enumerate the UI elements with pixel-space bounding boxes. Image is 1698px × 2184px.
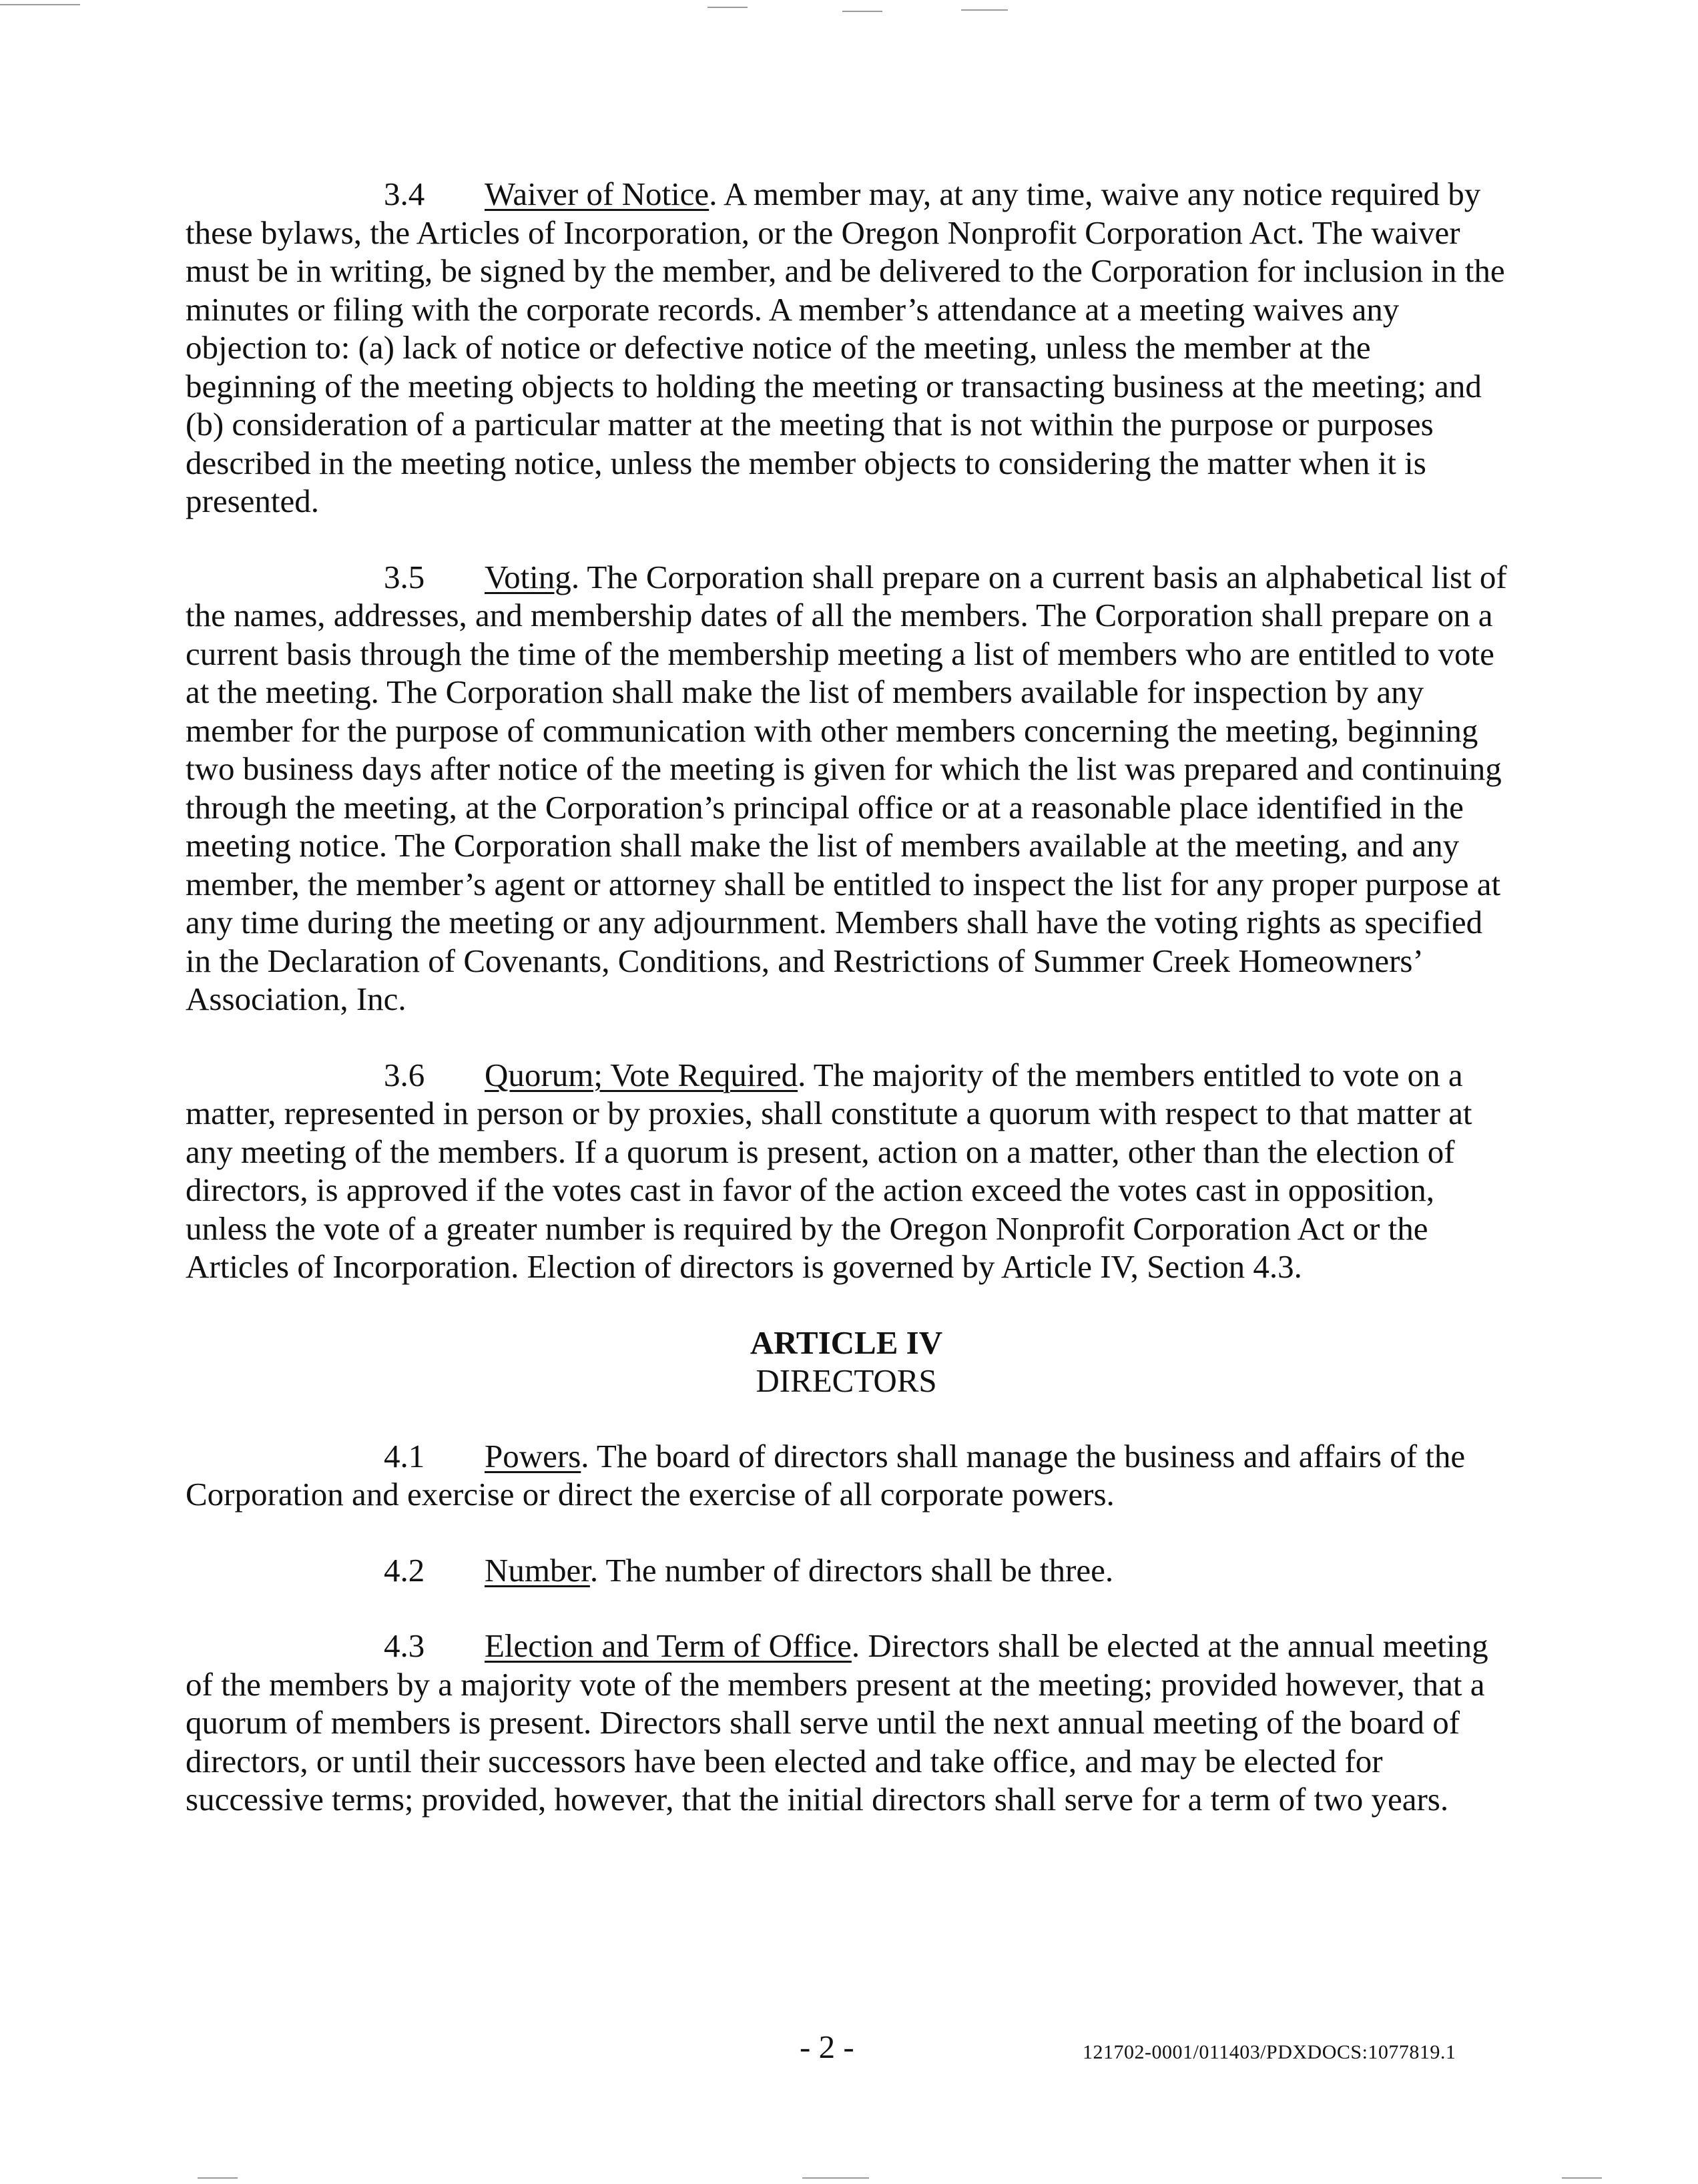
- section-body: . The majority of the members entitled to vote on a matter, represented in person or by proxies, shall constitute a quorum with respect to that matter at any meeting of the members. If a quorum is present, action on a matter, other than the election of directors, is approved if the votes cast in favor of the action exceed the votes cast in opposition, unless the vote of a greater number is required by the Oregon Nonprofit Corporation Act or the Articles of Incorporation. Election of directors is governed by Article IV, Section 4.3.: [186, 1056, 1472, 1285]
- article-heading: [186, 1324, 1507, 1400]
- section-heading: Voting: [485, 558, 571, 595]
- section-heading: Waiver of Notice: [485, 176, 710, 212]
- section-body: . The board of directors shall manage the business and affairs of the Corporation and exercise or direct the exercise of all corporate powers.: [186, 1437, 1466, 1513]
- section-3-4: [186, 175, 1507, 521]
- section-3-6: [186, 1056, 1507, 1286]
- document-body: [186, 175, 1507, 1856]
- section-body: . Directors shall be elected at the annual meeting of the members by a majority vote of the members present at the meeting; provided however, that a quorum of members is present. Directors shall serve until the next annual meeting of the board of directors, or until their successors have been elected and take office, and may be elected for successive terms; provided, however, that the initial directors shall serve for a term of two years.: [186, 1627, 1488, 1818]
- section-body: . A member may, at any time, waive any notice required by these bylaws, the Articles of Incorporation, or the Oregon Nonprofit Corporation Act. The waiver must be in writing, be signed by the member, and be delivered to the Corporation for inclusion in the minutes or filing with the corporate records. A member’s attendance at a meeting waives any objection to: (a) lack of notice or defective notice of the meeting, unless the member at the beginning of the meeting objects to holding the meeting or transacting business at the meeting; and (b) consideration of a particular matter at the meeting that is not within the purpose or purposes described in the meeting notice, unless the member objects to considering the matter when it is presented.: [186, 176, 1505, 519]
- scan-mark: [0, 4, 80, 5]
- section-heading: Quorum; Vote Required: [485, 1056, 798, 1093]
- section-body: . The Corporation shall prepare on a current basis an alphabetical list of the names, addresses, and membership dates of all the members. The Corporation shall prepare on a current basis through the time of the membership meeting a list of members who are entitled to vote at the meeting. The Corporation shall make the list of members available for inspection by any member for the purpose of communication with other members concerning the meeting, beginning two business days after notice of the meeting is given for which the list was prepared and continuing through the meeting, at the Corporation’s principal office or at a reasonable place identified in the meeting notice. The Corporation shall make the list of members available at the meeting, and any member, the member’s agent or attorney shall be entitled to inspect the list for any proper purpose at any time during the meeting or any adjournment. Members shall have the voting rights as specified in the Declaration of Covenants, Conditions, and Restrictions of Summer Creek Homeowners’ Association, Inc.: [186, 558, 1507, 1017]
- scan-mark: [842, 11, 882, 12]
- section-number: 3.4: [384, 176, 425, 212]
- article-subtitle: DIRECTORS: [756, 1362, 937, 1399]
- scan-mark: [1562, 2177, 1602, 2179]
- section-body: . The number of directors shall be three.: [589, 1551, 1114, 1589]
- scan-mark: [708, 7, 748, 8]
- section-4-2: [186, 1551, 1507, 1590]
- section-number: 4.3: [384, 1627, 425, 1664]
- section-number: 3.5: [384, 558, 425, 595]
- section-heading: Election and Term of Office: [485, 1627, 852, 1664]
- scan-mark: [961, 9, 1008, 11]
- section-4-1: [186, 1437, 1507, 1514]
- section-number: 3.6: [384, 1056, 425, 1093]
- section-4-3: [186, 1627, 1507, 1819]
- page-number: - 2 -: [800, 2028, 854, 2065]
- section-number: 4.2: [384, 1551, 425, 1589]
- scan-mark: [802, 2177, 869, 2179]
- section-number: 4.1: [384, 1437, 425, 1474]
- document-id: 121702-0001/011403/PDXDOCS:1077819.1: [1083, 2041, 1456, 2063]
- section-heading: Powers: [485, 1437, 581, 1474]
- section-heading: Number: [485, 1551, 590, 1589]
- section-3-5: [186, 558, 1507, 1019]
- scan-mark: [198, 2177, 238, 2179]
- article-title: ARTICLE IV: [750, 1324, 943, 1361]
